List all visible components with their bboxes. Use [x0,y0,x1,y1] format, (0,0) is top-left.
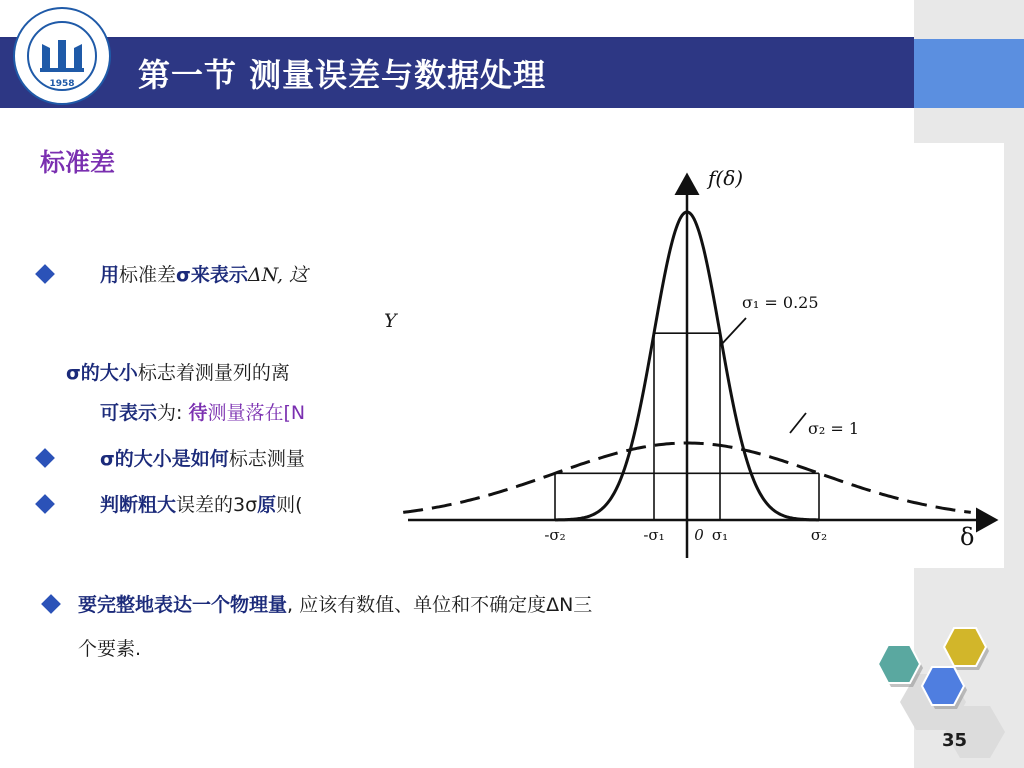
title-bar-accent [914,39,1024,108]
series-2-label: σ₂ = 1 [808,419,860,438]
bullet-diamond-icon [41,594,61,614]
x-tick-label: σ₁ [711,526,729,544]
bullet-line-2: Y [384,310,397,332]
bullet-1-text: 标准差 [119,264,177,286]
series-1-label: σ₁ = 0.25 [742,293,819,312]
bullet-line-4 [100,398,305,425]
sigma1-leader-line [720,318,746,346]
x-tick-label: σ₂ [810,526,828,544]
summary-line-1 [78,590,592,617]
page-title: 第一节 测量误差与数据处理 [138,56,547,94]
line-6-text: 误差的3σ [176,494,258,516]
line-4-purple-b: 测量落在[N [207,402,306,424]
bullet-diamond-icon [35,494,55,514]
university-seal-icon [12,6,112,106]
line-5-bold: σ的大小是如何 [100,448,229,470]
bullet-line-1 [100,260,308,287]
line-3-text: 标志着测量列的离 [137,362,290,384]
summary-text: , 应该有数值、单位和不确定度ΔN三 [287,594,593,616]
line-4-text: 为: [157,402,189,424]
page-number: 35 [942,730,968,751]
bullet-line-3 [66,358,290,385]
sigma2-leader-line [790,413,806,433]
x-tick-label: 0 [694,526,704,544]
bullet-1-bold-b: σ来表示 [176,264,248,286]
line-4-bold: 可表示 [100,402,158,424]
y-axis-label: f(δ) [708,166,744,190]
bullet-1-tail: ΔN, 这 [247,264,309,286]
section-subtitle: 标准差 [40,148,116,177]
summary-line-2: 个要素. [78,638,142,660]
logo-year: 1958 [49,79,75,89]
line-5-text: 标志测量 [228,448,305,470]
bullet-diamond-icon [35,264,55,284]
normal-distribution-chart [402,143,1004,568]
line-6-bold-b: 原 [257,494,277,516]
line-6-text-b: 则( [276,494,303,516]
decorative-hexagons-icon [860,606,1010,768]
bullet-1-bold: 用 [100,264,120,286]
bullet-line-5 [100,444,305,471]
x-axis-label: δ [960,523,975,551]
line-6-bold: 判断粗大 [100,494,177,516]
bullet-line-6 [100,490,303,517]
x-tick-label: -σ₂ [544,526,566,544]
line-4-purple: 待 [188,402,208,424]
bullet-diamond-icon [35,448,55,468]
chart-svg [402,143,1004,568]
line-3-bold: σ的大小 [66,362,138,384]
x-tick-label: -σ₁ [643,526,665,544]
summary-bold: 要完整地表达一个物理量 [78,594,288,616]
